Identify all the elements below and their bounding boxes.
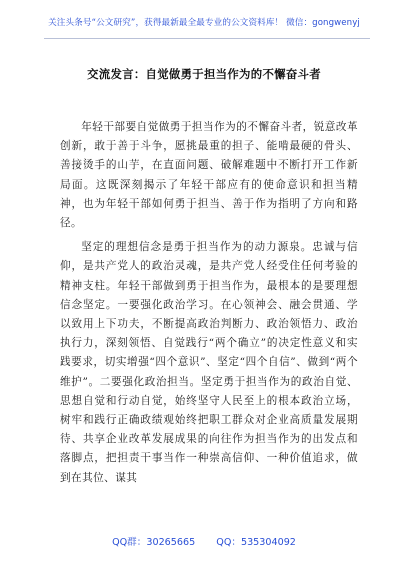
document-title: 交流发言：自觉做勇于担当作为的不懈奋斗者 [87, 67, 321, 81]
paragraph: 年轻干部要自觉做勇于担当作为的不懈奋斗者，锐意改革创新，敢于善于斗争，愿挑最重的担子、能啃最硬的骨头、善接烫手的山芋，在直面问题、破解难题中不断打开工作新局面。这既深刻揭示了年轻干部应有的使命意识和担当精神，也为年轻干部如何勇于担当、善于作为指明了方向和路径。 [60, 121, 358, 230]
footer-contact [0, 534, 408, 548]
header-divider [44, 38, 370, 39]
paragraph: 坚定的理想信念是勇于担当作为的动力源泉。忠诚与信仰，是共产党人的政治灵魂，是共产党人经受住任何考验的精神支柱。年轻干部做到勇于担当作为，最根本的是要理想信念坚定。一要强化政治学习。在心领神会、融会贯通、学以致用上下功夫，不断提高政治判断力、政治领悟力、政治执行力，深刻领悟、自觉践行“两个确立”的决定性意义和实践要求，切实增强“四个意识”、坚定“四个自信”、做到“两个维护”。二要强化政治担当。坚定勇于担当作为的政治自觉、思想自觉和行动自觉，始终坚守人民至上的根本政治立场，树牢和践行正确政绩观始终把职工群众对企业高质量发展期待、共享企业改革发展成果的向往作为担当作为的出发点和落脚点，把担责干事当作一种崇高信仰、一种价值追求，做到在其位、谋其 [60, 241, 358, 484]
footer-qq: QQ：535304092 [216, 537, 296, 548]
header-notice: 关注头条号“公文研究”，获得最新最全最专业的公文资料库！ 微信：gongwenyj [48, 18, 360, 28]
footer-qq-group: QQ群：30265665 [112, 537, 196, 548]
document-body [60, 118, 358, 493]
